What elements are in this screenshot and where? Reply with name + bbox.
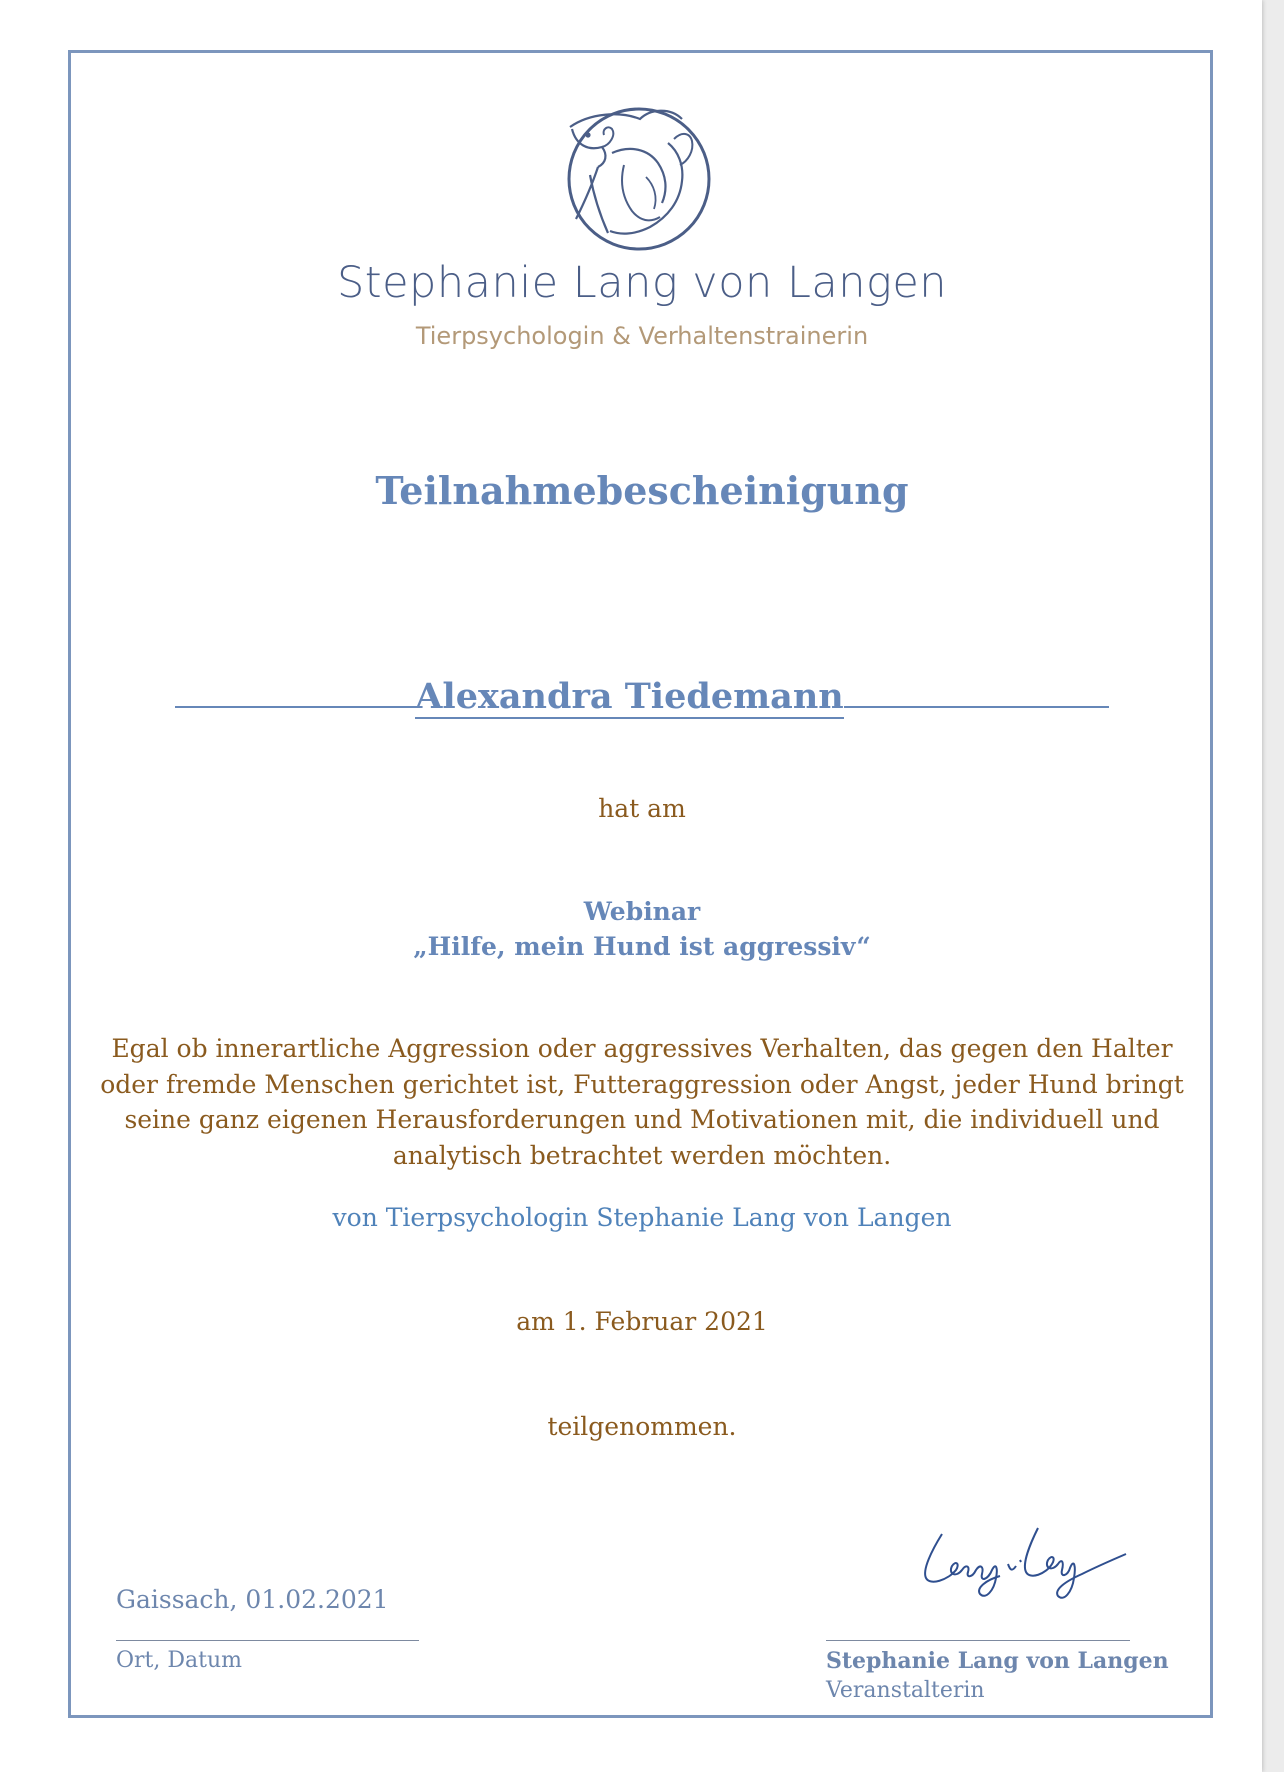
brand-name: Stephanie Lang von Langen <box>336 258 948 308</box>
webinar-description: Egal ob innerartliche Aggression oder aggressives Verhalten, das gegen den Halter oder fremde Menschen gerichtet ist, Futteraggression oder Angst, jeder Hund bringt seine ganz eigenen Herausforderungen und Motivationen mit, die individuell und analytisch betrachtet werden möchten. <box>100 1034 1184 1170</box>
place-date-rule <box>116 1640 419 1641</box>
webinar-label: Webinar <box>583 897 701 926</box>
signer-role: Veranstalterin <box>826 1678 985 1703</box>
participant-line <box>0 676 1284 717</box>
hat-am-text: hat am <box>598 794 686 823</box>
participant-name: Alexandra Tiedemann <box>415 676 844 717</box>
name-underline-right <box>844 705 1109 708</box>
handwritten-signature <box>912 1520 1132 1610</box>
certificate-title: Teilnahmebescheinigung <box>375 468 909 513</box>
signer-name: Stephanie Lang von Langen <box>826 1648 1169 1674</box>
name-underline-left <box>175 705 415 708</box>
signature-rule <box>826 1640 1130 1641</box>
dog-and-cat-in-circle-logo <box>550 105 728 253</box>
place-date-label: Ort, Datum <box>116 1648 243 1673</box>
brand-subtitle: Tierpsychologin & Verhaltenstrainerin <box>415 322 869 350</box>
webinar-title: „Hilfe, mein Hund ist aggressiv“ <box>413 932 871 961</box>
participated-text: teilgenommen. <box>547 1412 737 1441</box>
event-date: am 1. Februar 2021 <box>516 1307 768 1336</box>
place-date-value: Gaissach, 01.02.2021 <box>116 1585 389 1614</box>
instructor-line: von Tierpsychologin Stephanie Lang von Langen <box>332 1203 952 1232</box>
